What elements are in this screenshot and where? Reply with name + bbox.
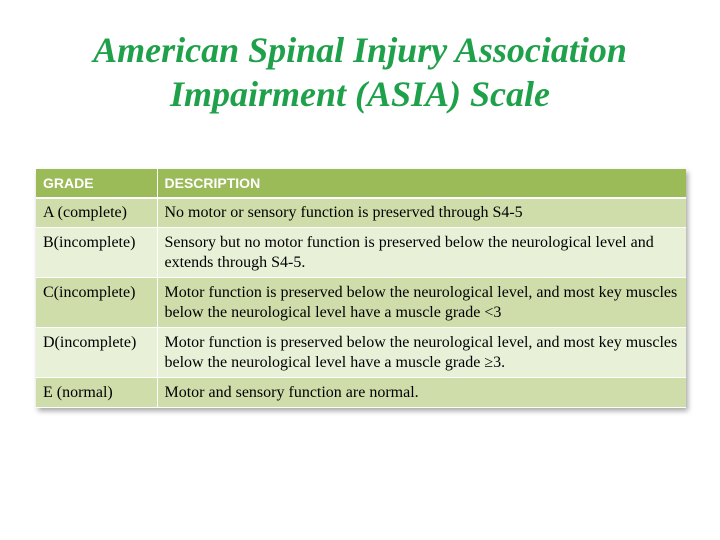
grade-cell: D(incomplete) [36, 328, 157, 378]
slide-title-line-2: Impairment (ASIA) Scale [169, 74, 551, 114]
table-row [36, 278, 686, 328]
description-cell: No motor or sensory function is preserved through S4-5 [157, 198, 686, 228]
grade-cell: E (normal) [36, 378, 157, 408]
table-header-row [36, 169, 686, 198]
description-cell: Motor and sensory function are normal. [157, 378, 686, 408]
asia-scale-table [36, 169, 686, 408]
grade-cell: A (complete) [36, 198, 157, 228]
description-cell: Motor function is preserved below the neurological level, and most key muscles below the neurological level have a muscle grade ≥3. [157, 328, 686, 378]
slide-title [0, 28, 720, 116]
grade-column-header: GRADE [36, 169, 157, 198]
description-cell: Sensory but no motor function is preserved below the neurological level and extends through S4-5. [157, 228, 686, 278]
description-column-header: DESCRIPTION [157, 169, 686, 198]
grade-cell: C(incomplete) [36, 278, 157, 328]
slide-title-line-1: American Spinal Injury Association [93, 30, 627, 70]
table-row [36, 328, 686, 378]
description-cell: Motor function is preserved below the neurological level, and most key muscles below the neurological level have a muscle grade <3 [157, 278, 686, 328]
table-row [36, 228, 686, 278]
table-row [36, 378, 686, 408]
grade-cell: B(incomplete) [36, 228, 157, 278]
table-row [36, 198, 686, 228]
